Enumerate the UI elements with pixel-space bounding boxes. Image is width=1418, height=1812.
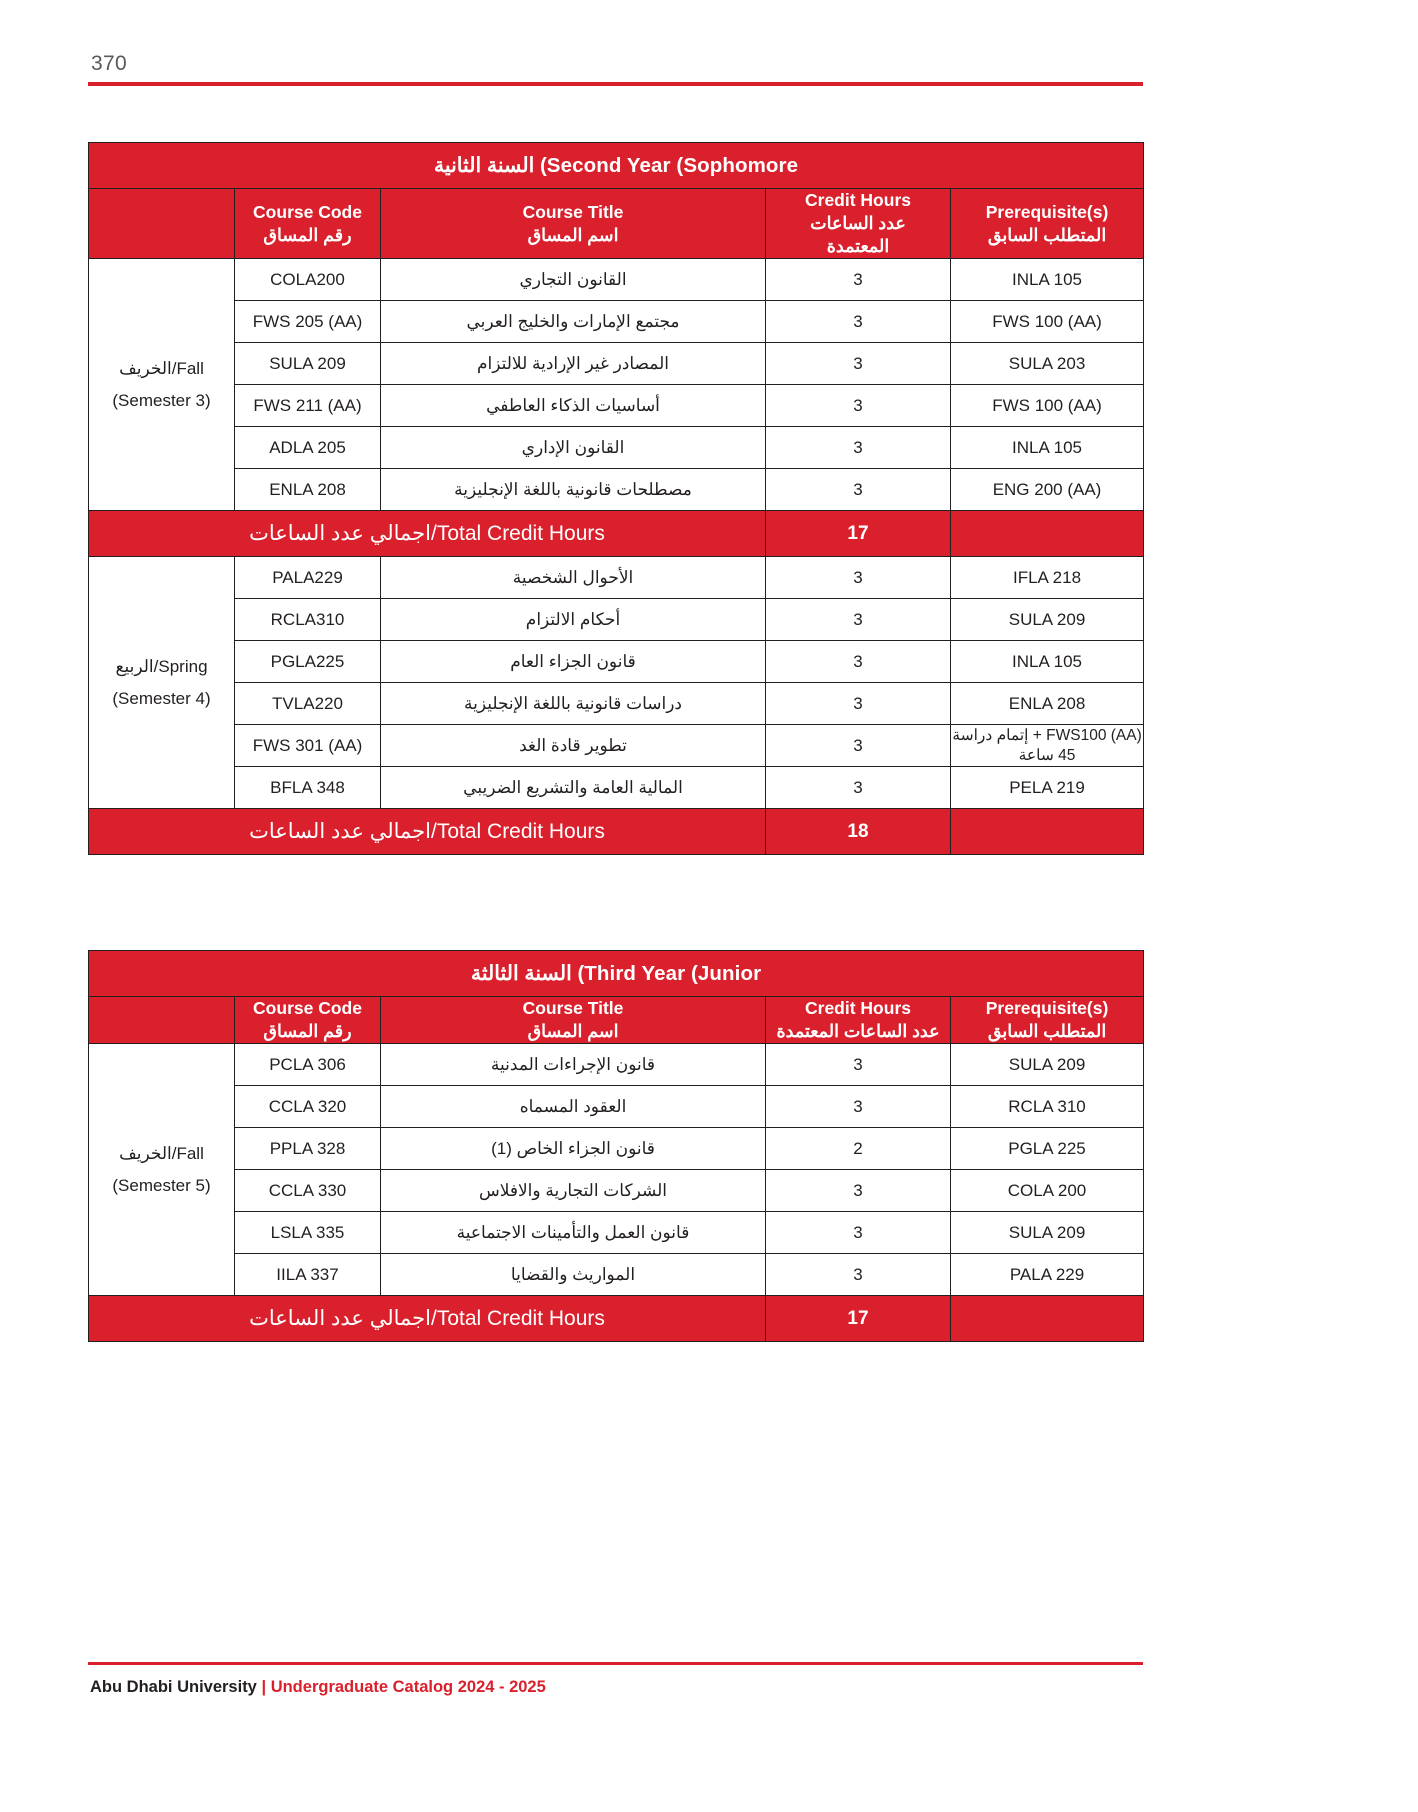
- prerequisites-header-ar: المتطلب السابق: [987, 1021, 1107, 1042]
- total-row: [89, 809, 1144, 855]
- prerequisite: FWS 100 (AA): [951, 301, 1144, 343]
- course-code-column-header: [235, 997, 381, 1044]
- prerequisite: SULA 209: [951, 599, 1144, 641]
- course-title: أحكام الالتزام: [381, 599, 766, 641]
- credit-hours-header-ar: عدد الساعات المعتمدة: [776, 1021, 940, 1042]
- table-row: [89, 301, 1144, 343]
- total-credits: 18: [766, 809, 951, 855]
- course-code: PALA229: [235, 557, 381, 599]
- column-header-row: [89, 189, 1144, 259]
- table-row: [89, 683, 1144, 725]
- table-row: [89, 1044, 1144, 1086]
- credit-hours-column-header: [766, 997, 951, 1044]
- prerequisite: SULA 209: [951, 1044, 1144, 1086]
- prerequisite: PELA 219: [951, 767, 1144, 809]
- prerequisite: PGLA 225: [951, 1128, 1144, 1170]
- course-code: ENLA 208: [235, 469, 381, 511]
- credit-hours: 3: [766, 1254, 951, 1296]
- credit-hours: 3: [766, 427, 951, 469]
- course-title: مصطلحات قانونية باللغة الإنجليزية: [381, 469, 766, 511]
- semester-label-line1: الخريف/Fall: [119, 359, 204, 379]
- prerequisites-header-ar: المتطلب السابق: [987, 224, 1107, 245]
- credit-hours: 3: [766, 641, 951, 683]
- total-empty-cell: [951, 1296, 1144, 1342]
- prerequisite: SULA 203: [951, 343, 1144, 385]
- prerequisite: INLA 105: [951, 641, 1144, 683]
- semester-label-line1: الربيع/Spring: [115, 657, 208, 677]
- footer-catalog: Undergraduate Catalog 2024 - 2025: [270, 1678, 546, 1696]
- course-title: قانون العمل والتأمينات الاجتماعية: [381, 1212, 766, 1254]
- course-title: قانون الإجراءات المدنية: [381, 1044, 766, 1086]
- total-credits: 17: [766, 511, 951, 557]
- course-title: تطوير قادة الغد: [381, 725, 766, 767]
- credit-hours: 3: [766, 599, 951, 641]
- course-title: قانون الجزاء الخاص (1): [381, 1128, 766, 1170]
- prerequisite: FWS100 (AA) + إتمام دراسة 45 ساعة: [951, 725, 1144, 767]
- total-empty-cell: [951, 809, 1144, 855]
- course-title: العقود المسماه: [381, 1086, 766, 1128]
- course-code: PPLA 328: [235, 1128, 381, 1170]
- total-label: اجمالي عدد الساعات/Total Credit Hours: [89, 1296, 766, 1342]
- course-code-column-header: [235, 189, 381, 259]
- semester-label-fall: [89, 259, 235, 511]
- credit-hours: 3: [766, 469, 951, 511]
- semester-label-fall: [89, 1044, 235, 1296]
- prerequisite: ENLA 208: [951, 683, 1144, 725]
- table-title: السنة الثانية (Second Year (Sophomore: [89, 143, 1144, 189]
- course-code: TVLA220: [235, 683, 381, 725]
- course-code-header-ar: رقم المساق: [263, 224, 352, 245]
- credit-hours: 3: [766, 1086, 951, 1128]
- course-code: PCLA 306: [235, 1044, 381, 1086]
- page-number: 370: [91, 52, 127, 75]
- prerequisite: SULA 209: [951, 1212, 1144, 1254]
- course-code: SULA 209: [235, 343, 381, 385]
- credit-hours-header-en: Credit Hours: [805, 998, 911, 1018]
- table-row: [89, 343, 1144, 385]
- prerequisite: ENG 200 (AA): [951, 469, 1144, 511]
- course-title-header-ar: اسم المساق: [527, 1021, 619, 1042]
- course-title: القانون التجاري: [381, 259, 766, 301]
- page-header: [88, 52, 1143, 86]
- table-row: [89, 599, 1144, 641]
- course-code-header-en: Course Code: [253, 201, 362, 222]
- course-code: FWS 211 (AA): [235, 385, 381, 427]
- credit-hours: 3: [766, 385, 951, 427]
- course-code: FWS 301 (AA): [235, 725, 381, 767]
- credit-hours: 3: [766, 1170, 951, 1212]
- credit-hours-header-ar-line1: عدد الساعات: [810, 213, 906, 234]
- course-title-column-header: [381, 997, 766, 1044]
- course-title-header-en: Course Title: [522, 201, 624, 222]
- semester-label-line2: (Semester 4): [112, 688, 211, 708]
- credit-hours: 3: [766, 1044, 951, 1086]
- credit-hours: 3: [766, 259, 951, 301]
- table-row: [89, 1212, 1144, 1254]
- column-header-row: [89, 997, 1144, 1044]
- header-rule: [88, 82, 1143, 86]
- course-title-column-header: [381, 189, 766, 259]
- semester-column-header: [89, 189, 235, 259]
- total-label: اجمالي عدد الساعات/Total Credit Hours: [89, 809, 766, 855]
- course-code: RCLA310: [235, 599, 381, 641]
- table-row: [89, 725, 1144, 767]
- semester-label-line1: الخريف/Fall: [119, 1144, 204, 1164]
- course-code: PGLA225: [235, 641, 381, 683]
- prerequisite: IFLA 218: [951, 557, 1144, 599]
- semester-label-line2: (Semester 3): [112, 390, 211, 410]
- table-row: [89, 767, 1144, 809]
- course-code: CCLA 330: [235, 1170, 381, 1212]
- course-title: الشركات التجارية والافلاس: [381, 1170, 766, 1212]
- credit-hours: 3: [766, 557, 951, 599]
- credit-hours: 3: [766, 301, 951, 343]
- table-row: [89, 427, 1144, 469]
- prerequisites-header-en: Prerequisite(s): [985, 998, 1109, 1018]
- table-row: [89, 259, 1144, 301]
- course-title: المواريث والقضايا: [381, 1254, 766, 1296]
- course-code: FWS 205 (AA): [235, 301, 381, 343]
- course-title: المصادر غير الإرادية للالتزام: [381, 343, 766, 385]
- credit-hours: 3: [766, 1212, 951, 1254]
- course-code-header-ar: رقم المساق: [263, 1021, 352, 1042]
- credit-hours-header-ar-line2: المعتمدة: [826, 236, 890, 257]
- prerequisite: FWS 100 (AA): [951, 385, 1144, 427]
- course-title: المالية العامة والتشريع الضريبي: [381, 767, 766, 809]
- course-code: IILA 337: [235, 1254, 381, 1296]
- course-code: BFLA 348: [235, 767, 381, 809]
- table-title-row: [89, 143, 1144, 189]
- credit-hours: 3: [766, 343, 951, 385]
- semester-label-line2: (Semester 5): [112, 1175, 211, 1195]
- footer-university: Abu Dhabi University: [90, 1678, 257, 1696]
- footer-text: [88, 1678, 1143, 1697]
- credit-hours: 3: [766, 725, 951, 767]
- third-year-table-wrapper: [88, 950, 1143, 1342]
- table-row: [89, 641, 1144, 683]
- credit-hours-header-en: Credit Hours: [805, 190, 911, 210]
- second-year-table-wrapper: [88, 142, 1143, 855]
- course-title-header-en: Course Title: [522, 998, 624, 1018]
- credit-hours: 3: [766, 767, 951, 809]
- semester-label-spring: [89, 557, 235, 809]
- total-row: [89, 511, 1144, 557]
- course-code: LSLA 335: [235, 1212, 381, 1254]
- prerequisite: INLA 105: [951, 427, 1144, 469]
- course-title: الأحوال الشخصية: [381, 557, 766, 599]
- credit-hours: 3: [766, 683, 951, 725]
- course-title-header-ar: اسم المساق: [527, 224, 619, 245]
- table-title: السنة الثالثة (Third Year (Junior: [89, 951, 1144, 997]
- total-label: اجمالي عدد الساعات/Total Credit Hours: [89, 511, 766, 557]
- page-footer: [88, 1662, 1143, 1697]
- total-row: [89, 1296, 1144, 1342]
- course-code: CCLA 320: [235, 1086, 381, 1128]
- table-row: [89, 1254, 1144, 1296]
- prerequisite: COLA 200: [951, 1170, 1144, 1212]
- table-row: [89, 469, 1144, 511]
- table-row: [89, 557, 1144, 599]
- course-title: أساسيات الذكاء العاطفي: [381, 385, 766, 427]
- course-title: القانون الإداري: [381, 427, 766, 469]
- course-code: COLA200: [235, 259, 381, 301]
- credit-hours-column-header: [766, 189, 951, 259]
- prerequisites-column-header: [951, 189, 1144, 259]
- third-year-schedule-table: [88, 950, 1144, 1342]
- total-empty-cell: [951, 511, 1144, 557]
- course-title: دراسات قانونية باللغة الإنجليزية: [381, 683, 766, 725]
- prerequisite: INLA 105: [951, 259, 1144, 301]
- course-code: ADLA 205: [235, 427, 381, 469]
- credit-hours: 2: [766, 1128, 951, 1170]
- table-row: [89, 1128, 1144, 1170]
- footer-separator: |: [261, 1678, 267, 1696]
- second-year-schedule-table: [88, 142, 1144, 855]
- course-title: مجتمع الإمارات والخليج العربي: [381, 301, 766, 343]
- prerequisites-column-header: [951, 997, 1144, 1044]
- table-title-row: [89, 951, 1144, 997]
- semester-column-header: [89, 997, 235, 1044]
- table-row: [89, 1086, 1144, 1128]
- prerequisites-header-en: Prerequisite(s): [985, 201, 1109, 222]
- footer-rule: [88, 1662, 1143, 1665]
- course-title: قانون الجزاء العام: [381, 641, 766, 683]
- table-row: [89, 385, 1144, 427]
- prerequisite: RCLA 310: [951, 1086, 1144, 1128]
- table-row: [89, 1170, 1144, 1212]
- prerequisite: PALA 229: [951, 1254, 1144, 1296]
- total-credits: 17: [766, 1296, 951, 1342]
- course-code-header-en: Course Code: [253, 998, 362, 1018]
